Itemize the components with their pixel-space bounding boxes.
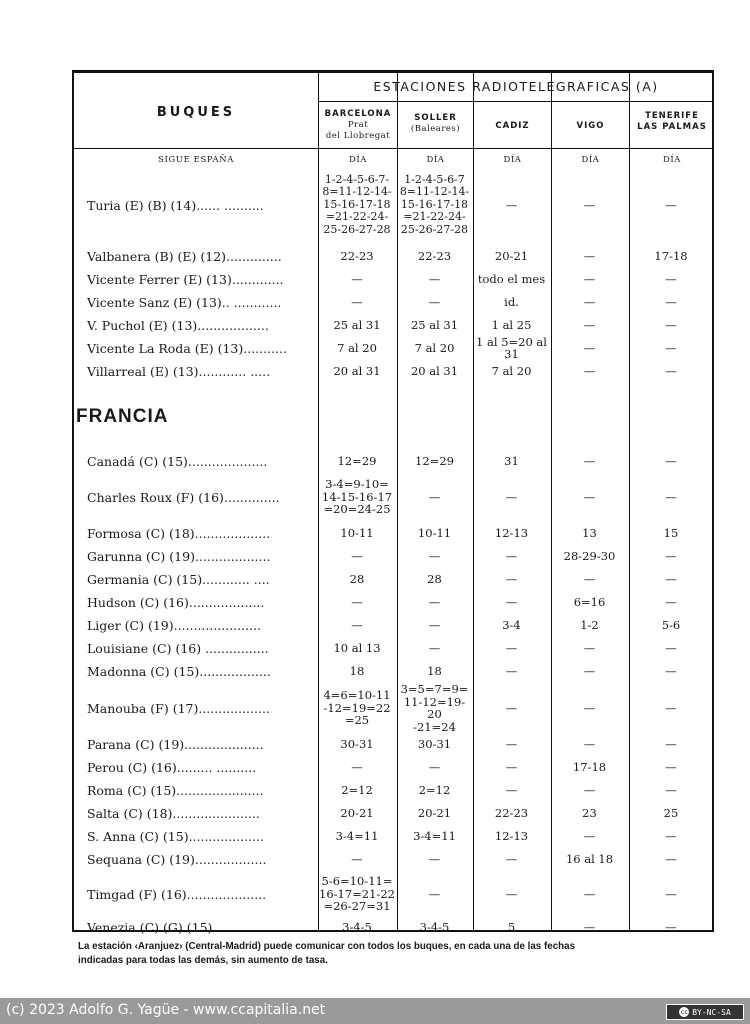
day-cell: — [351, 594, 363, 609]
day-cell: — [665, 851, 677, 866]
day-cell: — [665, 271, 677, 286]
station-barcelona: BARCELONA Prat del Llobregat [324, 109, 392, 141]
ship-name: Germania (C) (15)............ .... [87, 571, 270, 587]
ship-name: Turia (E) (B) (14)...... .......... [87, 197, 264, 213]
table-row [0, 591, 750, 613]
day-cell: 5-6 [661, 617, 681, 632]
day-cell: — [505, 548, 518, 563]
table-row [0, 170, 750, 240]
day-cell: 23 [582, 805, 597, 820]
day-label: DÍA [426, 155, 445, 165]
day-cell: — [583, 340, 596, 355]
day-cell: 1-2-4-5-6-7 8=11-12-14- 15-16-17-18 =21-22-24- 25-26-27-28 [399, 172, 470, 236]
ship-name: Vicente Sanz (E) (13).. ............ [87, 294, 282, 310]
day-cell: — [505, 640, 518, 655]
table-row [0, 268, 750, 290]
stations-title: ESTACIONES RADIOTELEGRAFICAS (A) [373, 79, 659, 94]
day-cell: 3-4=9-10= 14-15-16-17 =20=24-25 [321, 477, 393, 517]
footnote: La estación ‹Aranjuez› (Central-Madrid) puede comunicar con todos los buques, en cada una de las fechas indicadas para todas las demás, sin aumento de tasa. [78, 941, 576, 966]
day-cell: — [583, 663, 596, 678]
day-cell: — [428, 617, 441, 632]
day-cell: 20-21 [340, 805, 374, 820]
day-cell: 10-11 [340, 525, 374, 540]
day-cell: 20 al 31 [410, 363, 459, 378]
watermark-text: (c) 2023 Adolfo G. Yagüe - www.ccapitalia.net [6, 1002, 326, 1018]
ship-name: Sequana (C) (19).................. [87, 851, 267, 867]
ship-name: Louisiane (C) (16) ................ [87, 640, 269, 656]
day-cell: 1-2-4-5-6-7- 8=11-12-14- 15-16-17-18 =21-22-24- 25-26-27-28 [322, 172, 392, 236]
day-cell: — [665, 317, 677, 332]
day-cell: 25 al 31 [410, 317, 459, 332]
ship-name: Garunna (C) (19)................... [87, 548, 271, 564]
day-cell: 7 al 20 [414, 340, 455, 355]
day-cell: 30-31 [340, 736, 374, 751]
day-cell: 5 [507, 919, 516, 934]
ship-name: Madonna (C) (15).................. [87, 663, 271, 679]
day-cell: 17-18 [572, 759, 607, 774]
day-cell: — [351, 851, 363, 866]
day-label: DÍA [662, 155, 682, 165]
day-cell: 10 al 13 [333, 640, 381, 655]
table-row [0, 825, 750, 847]
day-cell: — [583, 886, 596, 901]
ship-name: Salta (C) (18)...................... [87, 805, 260, 821]
cc-icon: cc [680, 1008, 688, 1016]
ship-name: Canadá (C) (15).................... [87, 453, 268, 469]
day-cell: — [665, 363, 677, 378]
day-cell: — [665, 340, 677, 355]
day-cell: 12=29 [415, 453, 454, 468]
ship-name: Perou (C) (16)......... .......... [87, 759, 257, 775]
watermark-bar [0, 998, 750, 1024]
day-cell: 3-4=11 [335, 828, 379, 843]
cc-license-badge: cc BY-NC-SA [666, 1004, 744, 1020]
day-cell: — [351, 271, 363, 286]
day-cell: — [665, 759, 677, 774]
day-cell: 20 al 31 [333, 363, 381, 378]
day-cell: — [505, 700, 518, 715]
day-cell: 20-21 [417, 805, 452, 820]
day-cell: — [505, 759, 518, 774]
day-cell: — [351, 548, 363, 563]
day-cell: — [505, 782, 518, 797]
day-cell: — [583, 736, 596, 751]
day-cell: — [428, 489, 441, 504]
day-cell: 1 al 5=20 al 31 [476, 334, 547, 361]
table-row [0, 756, 750, 778]
ship-name: Charles Roux (F) (16).............. [87, 489, 280, 505]
day-cell: 12-13 [494, 828, 529, 843]
day-cell: 17-18 [654, 248, 688, 263]
ship-name: Venezia (C) (G) (15)...... ........ [87, 919, 272, 935]
header-divider [74, 148, 712, 149]
day-cell: 22-23 [494, 805, 529, 820]
table-row [0, 474, 750, 520]
station-cadiz: CADIZ [495, 121, 530, 131]
day-cell: — [583, 489, 596, 504]
table-row [0, 660, 750, 682]
table-row [0, 918, 750, 936]
table-row [0, 334, 750, 361]
day-cell: — [665, 640, 677, 655]
day-cell: — [583, 640, 596, 655]
day-cell: — [665, 571, 677, 586]
day-cell: 13 [582, 525, 597, 540]
day-cell: — [583, 294, 596, 309]
day-cell: — [583, 453, 596, 468]
day-cell: 25 al 31 [333, 317, 381, 332]
day-cell: — [428, 759, 441, 774]
day-cell: 7 al 20 [491, 363, 532, 378]
station-soller: SOLLER (Baleares) [410, 113, 461, 134]
day-cell: 22-23 [340, 248, 374, 263]
day-cell: — [665, 782, 677, 797]
table-row [0, 314, 750, 336]
day-cell: 28 [349, 571, 365, 586]
day-cell: — [665, 548, 677, 563]
day-cell: — [665, 886, 677, 901]
table-row [0, 545, 750, 567]
ship-name: Hudson (C) (16)................... [87, 594, 265, 610]
ship-name: Liger (C) (19)...................... [87, 617, 262, 633]
day-cell: 18 [349, 663, 365, 678]
day-cell: 1-2 [580, 617, 599, 632]
day-cell: — [505, 571, 518, 586]
day-cell: — [505, 197, 518, 212]
day-cell: — [505, 851, 518, 866]
station-vigo: VIGO [576, 121, 605, 131]
table-row [0, 871, 750, 917]
day-cell: 2=12 [418, 782, 451, 797]
day-cell: — [583, 197, 596, 212]
day-cell: 10-11 [417, 525, 452, 540]
day-cell: — [583, 828, 596, 843]
day-cell: — [428, 640, 441, 655]
day-cell: — [665, 736, 677, 751]
table-row [0, 779, 750, 801]
day-cell: — [583, 782, 596, 797]
ships-title: BUQUES [156, 105, 236, 120]
day-cell: — [505, 663, 518, 678]
day-cell: — [583, 248, 596, 263]
table-row [0, 568, 750, 590]
day-cell: — [665, 197, 677, 212]
day-cell: 31 [504, 453, 519, 468]
station-tenerife: TENERIFE LAS PALMAS [637, 111, 707, 132]
ship-name: Parana (C) (19).................... [87, 736, 264, 752]
day-cell: — [583, 700, 596, 715]
day-cell: — [505, 736, 518, 751]
day-cell: 6=16 [573, 594, 606, 609]
day-cell: — [351, 294, 363, 309]
day-cell: 18 [427, 663, 442, 678]
day-cell: — [665, 294, 677, 309]
ship-name: Valbanera (B) (E) (12).............. [87, 248, 282, 264]
day-cell: — [665, 700, 677, 715]
day-cell: 30-31 [417, 736, 452, 751]
ship-name: Formosa (C) (18)................... [87, 525, 271, 541]
day-cell: — [583, 363, 596, 378]
day-cell: 3-4=11 [413, 828, 456, 843]
table-row [0, 450, 750, 472]
day-cell: — [351, 617, 363, 632]
table-row [0, 848, 750, 870]
table-row [0, 733, 750, 755]
country-title-francia: FRANCIA [76, 406, 169, 427]
day-label: DÍA [581, 155, 600, 165]
table-row [0, 614, 750, 636]
day-label: DÍA [348, 155, 368, 165]
day-cell: — [428, 294, 441, 309]
subhead-sigue-espana: SIGUE ESPAÑA [158, 155, 234, 165]
day-cell: 3-4-5 [342, 919, 372, 934]
ship-name: V. Puchol (E) (13).................. [87, 317, 269, 333]
day-cell: 28-29-30 [563, 548, 616, 563]
day-cell: — [665, 453, 677, 468]
day-cell: — [428, 594, 441, 609]
day-cell: — [505, 489, 518, 504]
ship-name: Villarreal (E) (13)............ ..... [87, 363, 271, 379]
ship-name: Vicente Ferrer (E) (13)............. [87, 271, 284, 287]
day-cell: — [665, 594, 677, 609]
day-cell: — [583, 317, 596, 332]
ship-name: Manouba (F) (17).................. [87, 700, 270, 716]
day-cell: 12=29 [337, 453, 377, 468]
ship-name: Roma (C) (15)...................... [87, 782, 264, 798]
day-cell: id. [504, 294, 519, 309]
day-cell: 12-13 [494, 525, 529, 540]
day-cell: 28 [427, 571, 442, 586]
table-row [0, 637, 750, 659]
ship-name: Timgad (F) (16).................... [87, 886, 267, 902]
day-cell: — [583, 271, 596, 286]
day-cell: 1 al 25 [491, 317, 532, 332]
day-cell: — [665, 828, 677, 843]
day-label: DÍA [503, 155, 522, 165]
day-cell: 4=6=10-11 -12=19=22 =25 [323, 688, 391, 728]
day-cell: — [583, 919, 596, 934]
day-cell: 20-21 [494, 248, 529, 263]
table-row [0, 683, 750, 733]
day-cell: 7 al 20 [337, 340, 377, 355]
day-cell: 25 [663, 805, 679, 820]
ship-name: Vicente La Roda (E) (13)........... [87, 340, 287, 356]
table-row [0, 522, 750, 544]
table-row [0, 802, 750, 824]
day-cell: — [583, 571, 596, 586]
table-row [0, 360, 750, 382]
table-row [0, 291, 750, 313]
day-cell: — [428, 271, 441, 286]
day-cell: 2=12 [341, 782, 373, 797]
day-cell: 3=5=7=9= 11-12=19-20 -21=24 [400, 682, 469, 734]
day-cell: todo el mes [477, 271, 546, 286]
day-cell: 15 [663, 525, 679, 540]
day-cell: — [428, 851, 441, 866]
day-cell: — [665, 489, 677, 504]
day-cell: 16 al 18 [565, 851, 614, 866]
day-cell: — [505, 594, 518, 609]
day-cell: 5-6=10-11= 16-17=21-22 =26-27=31 [319, 874, 395, 914]
day-cell: 3-4 [502, 617, 521, 632]
day-cell: — [665, 663, 677, 678]
day-cell: — [505, 886, 518, 901]
day-cell: 3-4-5 [419, 919, 450, 934]
day-cell: 22-23 [417, 248, 452, 263]
header-divider [318, 101, 712, 102]
ship-name: S. Anna (C) (15)................... [87, 828, 265, 844]
day-cell: — [351, 759, 363, 774]
table-row [0, 245, 750, 267]
day-cell: — [665, 919, 677, 934]
day-cell: — [428, 886, 441, 901]
day-cell: — [428, 548, 441, 563]
